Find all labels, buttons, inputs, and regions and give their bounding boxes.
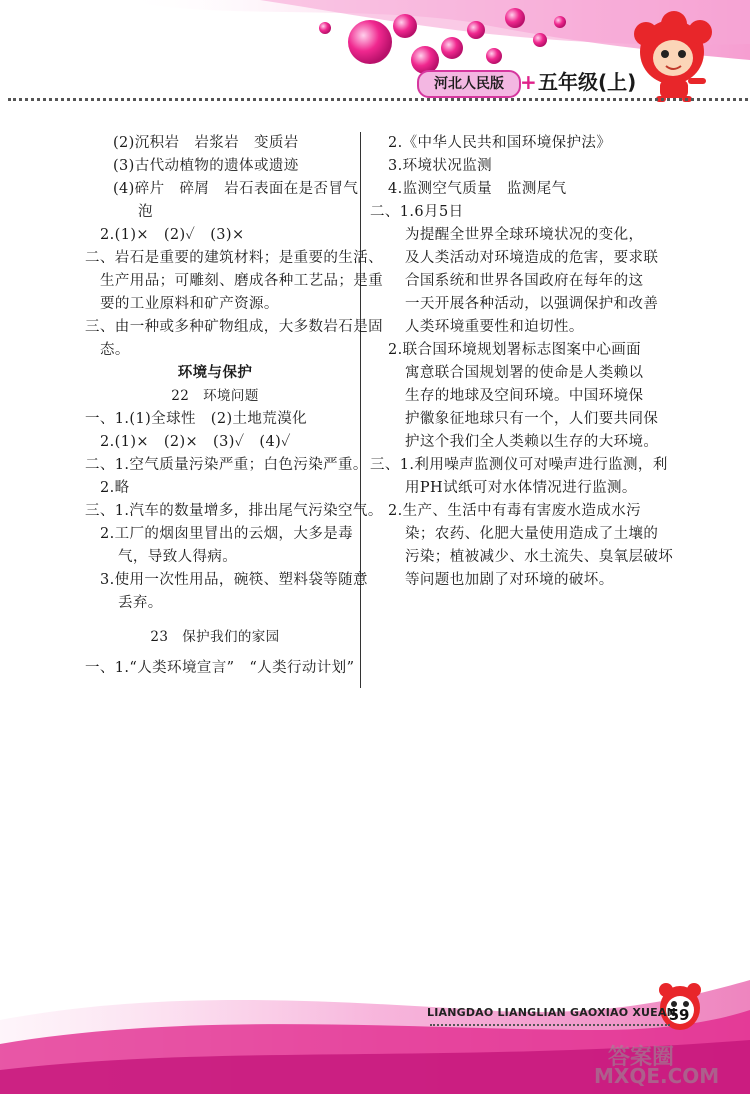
section-title: 环境与保护 [177,364,253,381]
text-line: 三、由一种或多种矿物组成，大多数岩石是固 [85,319,383,335]
column-divider [360,132,361,688]
text-line: 生产用品；可雕刻、磨成各种工艺品；是重 [100,273,384,289]
text-line: 为提醒全世界全球环境状况的变化， [405,227,644,243]
text-line: (2)沉积岩 岩浆岩 变质岩 [113,135,299,151]
text-line: 4.监测空气质量 监测尾气 [388,181,567,197]
plus-icon: + [520,70,537,94]
lesson-title: 22 环境问题 [171,388,259,404]
text-line: 2.《中华人民共和国环境保护法》 [388,135,612,151]
text-line: 寓意联合国规划署的使命是人类赖以 [405,365,644,381]
text-line: (4)碎片 碎屑 岩石表面在是否冒气 [113,181,359,197]
page-number: 59 [668,1006,690,1024]
watermark-text: 答案圈 [608,1045,675,1070]
text-line: 2.工厂的烟囱里冒出的云烟，大多是毒 [100,526,354,542]
watermark-url: MXQE.COM [594,1064,720,1088]
text-line: 人类环境重要性和迫切性。 [405,319,584,335]
text-line: 三、1.汽车的数量增多，排出尾气污染空气。 [85,503,383,519]
text-line: 及人类活动对环境造成的危害，要求联 [405,250,659,266]
lesson-title: 23 保护我们的家园 [150,629,280,645]
text-line: 一、1.“人类环境宣言” “人类行动计划” [85,660,355,676]
text-line: 用PH试纸可对水体情况进行监测。 [405,480,637,496]
text-line: 丢弃。 [118,595,163,611]
text-line: 护徽象征地球只有一个，人们要共同保 [405,411,659,427]
text-line: 一天开展各种活动，以强调保护和改善 [405,296,659,312]
header-divider [8,98,748,101]
text-line: 生存的地球及空间环境。中国环境保 [405,388,644,404]
grade-label: 五年级(上) [538,70,637,94]
text-line: 要的工业原料和矿产资源。 [100,296,279,312]
text-line: 护这个我们全人类赖以生存的大环境。 [405,434,659,450]
text-line: 2.生产、生活中有毒有害废水造成水污 [388,503,642,519]
header-decoration [0,0,750,110]
text-line: 3.环境状况监测 [388,158,493,174]
text-line: (3)古代动植物的遗体或遗迹 [113,158,299,174]
text-line: 合国系统和世界各国政府在每年的这 [405,273,644,289]
text-line: 一、1.(1)全球性 (2)土地荒漠化 [85,411,308,427]
series-name: LIANGDAO LIANGLIAN GAOXIAO XUEAN [427,1006,676,1019]
text-line: 3.使用一次性用品，碗筷、塑料袋等随意 [100,572,368,588]
text-line: 等问题也加剧了对环境的破坏。 [405,572,614,588]
text-line: 二、1.6月5日 [370,204,464,220]
footer-divider [430,1024,670,1026]
text-line: 染；农药、化肥大量使用造成了土壤的 [405,526,659,542]
edition-badge: 河北人民版 [417,70,521,98]
text-line: 2.略 [100,480,130,496]
text-line: 泡 [138,204,153,220]
text-line: 2.(1)× (2)✓ (3)× [100,227,245,243]
text-line: 2.(1)× (2)× (3)✓ (4)✓ [100,434,291,450]
text-line: 三、1.利用噪声监测仪可对噪声进行监测，利 [370,457,668,473]
text-line: 气，导致人得病。 [118,549,238,565]
text-line: 污染；植被减少、水土流失、臭氧层破坏 [405,549,674,565]
mascot-icon [634,11,712,102]
text-line: 态。 [100,342,130,358]
text-line: 二、1.空气质量污染严重；白色污染严重。 [85,457,368,473]
text-line: 二、岩石是重要的建筑材料；是重要的生活、 [85,250,383,266]
text-line: 2.联合国环境规划署标志图案中心画面 [388,342,642,358]
